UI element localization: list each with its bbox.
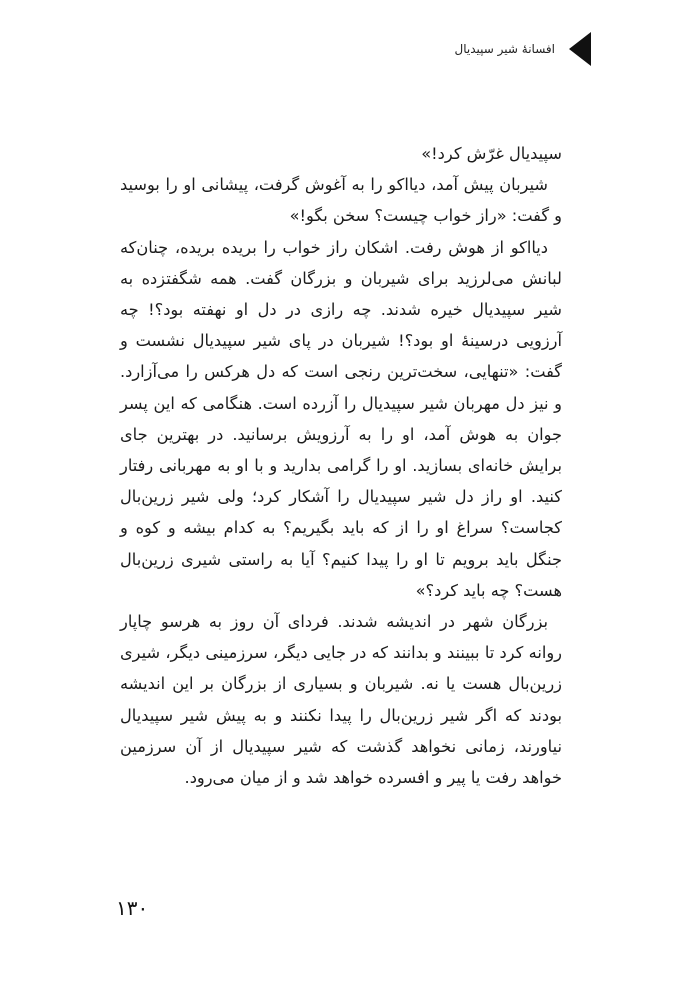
running-header [455, 32, 591, 66]
paragraph-4: بزرگان شهر در اندیشه شدند. فردای آن روز به هرسو چاپار روانه کرد تا ببینند و بدانند که در جایی دیگر، سرزمینی دیگر، شیری زرین‌بال هست یا نه. شیربان و بسیاری از بزرگان بر این اندیشه بودند که اگر شیر زرین‌بال را پیدا نکنند و به پیش شیر سپیدیال نیاورند، زمانی نخواهد گذشت که شیر سپیدیال از آن سرزمین خواهد رفت یا پیر و افسرده خواهد شد و از میان می‌رود. [120, 612, 562, 788]
body-text [120, 138, 562, 793]
paragraph-3: دیااکو از هوش رفت. اشکان راز خواب را بریده بریده، چنان‌که لبانش می‌لرزید برای شیربان و بزرگان گفت. همه شگفتزده به شیر سپیدیال خیره شدند. چه رازی در دل او نهفته بود؟! چه آرزویی درسینهٔ او بود؟! شیربان در پای شیر سپیدیال نشست و گفت: «تنهایی، سخت‌ترین رنجی است که دل هرکس را می‌آزارد. و نیز دل مهربان شیر سپیدیال را آزرده است. هنگامی که این پسر جوان به هوش آمد، او را به آرزویش برسانید. در بهترین جای برایش خانه‌ای بسازید. او را گرامی بدارید و با او به مهربانی رفتار کنید. او راز دل شیر سپیدیال را آشکار کرد؛ ولی شیر زرین‌بال کجاست؟ سراغ او را از که باید بگیریم؟ به کدام بیشه و کوه و جنگل باید برویم تا او را پیدا کنیم؟ آیا به راستی شیری زرین‌بال هست؟ چه باید کرد؟» [120, 237, 562, 600]
triangle-marker-icon [569, 32, 591, 66]
paragraph-2: شیربان پیش آمد، دیااکو را به آغوش گرفت، پیشانی او را بوسید و گفت: «راز خواب چیست؟ سخن بگو!» [120, 175, 562, 226]
paragraph-1: سپیدیال غرّش کرد!» [421, 144, 562, 163]
running-title: افسانهٔ شیر سپیدیال [454, 42, 555, 56]
page-number: ۱۳۰ [116, 896, 149, 920]
